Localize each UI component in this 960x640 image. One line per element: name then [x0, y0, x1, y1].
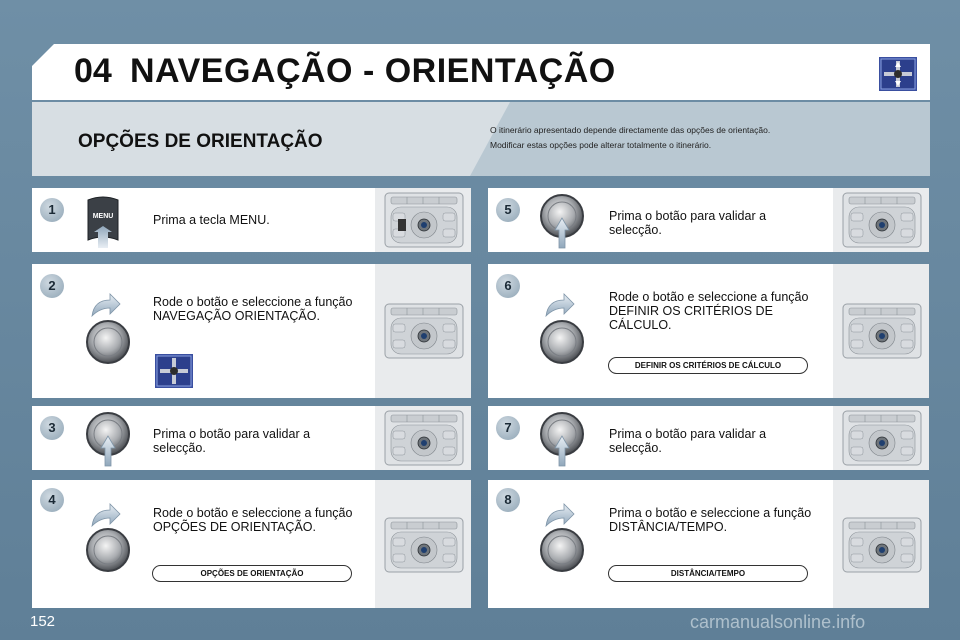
- step-number-badge: 6: [496, 274, 520, 298]
- control-panel-thumbnail: [833, 264, 929, 398]
- menu-option-pill: OPÇÕES DE ORIENTAÇÃO: [152, 565, 352, 582]
- instruction-line: NAVEGAÇÃO ORIENTAÇÃO.: [153, 309, 320, 323]
- menu-option-pill: DISTÂNCIA/TEMPO: [608, 565, 808, 582]
- control-panel-thumbnail: [375, 188, 471, 252]
- control-panel-thumbnail: [833, 188, 929, 252]
- step-instruction: [609, 209, 824, 237]
- rotate-dial-icon: [80, 500, 140, 580]
- step-instruction: [153, 295, 368, 323]
- step-number-badge: 5: [496, 198, 520, 222]
- instruction-line: Prima a tecla MENU.: [153, 213, 270, 227]
- step-instruction: [153, 506, 368, 534]
- instruction-line: Prima o botão para validar a: [609, 209, 767, 223]
- step-instruction: [609, 506, 824, 534]
- instruction-line: Rode o botão e seleccione a função: [153, 506, 353, 520]
- step-number-badge: 2: [40, 274, 64, 298]
- control-panel-thumbnail: [833, 406, 929, 470]
- step-number-badge: 4: [40, 488, 64, 512]
- step-instruction: [153, 213, 363, 227]
- instruction-line: selecção.: [609, 441, 662, 455]
- instruction-line: selecção.: [153, 441, 206, 455]
- step-number-badge: 1: [40, 198, 64, 222]
- menu-key-label: MENU: [92, 213, 114, 220]
- menu-key-icon: [86, 196, 120, 248]
- step-number-badge: 7: [496, 416, 520, 440]
- section-note: [490, 123, 920, 153]
- note-line: Modificar estas opções pode alterar totalmente o itinerário.: [490, 140, 712, 150]
- step-instruction: [609, 427, 824, 455]
- rotate-dial-icon: [534, 290, 594, 370]
- watermark: carmanualsonline.info: [690, 612, 866, 632]
- instruction-line: Rode o botão e seleccione a função: [153, 295, 353, 309]
- instruction-line: CÁLCULO.: [609, 318, 672, 332]
- control-panel-thumbnail: [833, 480, 929, 608]
- navigation-crosshair-icon: [155, 354, 193, 388]
- control-panel-thumbnail: [375, 264, 471, 398]
- press-dial-icon: [534, 190, 594, 252]
- instruction-line: DISTÂNCIA/TEMPO.: [609, 520, 728, 534]
- step-instruction: [609, 290, 824, 332]
- instruction-line: selecção.: [609, 223, 662, 237]
- control-panel-thumbnail: [375, 480, 471, 608]
- instruction-line: OPÇÕES DE ORIENTAÇÃO.: [153, 520, 316, 534]
- chapter-number: 04: [74, 52, 112, 90]
- step-number-badge: 8: [496, 488, 520, 512]
- page-number: 152: [30, 613, 56, 630]
- rotate-dial-icon: [80, 290, 140, 370]
- step-number-badge: 3: [40, 416, 64, 440]
- instruction-line: Prima o botão e seleccione a função: [609, 506, 812, 520]
- instruction-line: Rode o botão e seleccione a função: [609, 290, 809, 304]
- control-panel-thumbnail: [375, 406, 471, 470]
- instruction-line: Prima o botão para validar a: [153, 427, 311, 441]
- note-line: O itinerário apresentado depende directamente das opções de orientação.: [490, 125, 771, 135]
- step-instruction: [153, 427, 368, 455]
- press-dial-icon: [80, 408, 140, 470]
- menu-option-pill: DEFINIR OS CRITÉRIOS DE CÁLCULO: [608, 357, 808, 374]
- section-title: OPÇÕES DE ORIENTAÇÃO: [78, 131, 323, 152]
- press-dial-icon: [534, 408, 594, 470]
- instruction-line: Prima o botão para validar a: [609, 427, 767, 441]
- navigation-crosshair-icon: [879, 57, 917, 91]
- rotate-dial-icon: [534, 500, 594, 580]
- instruction-line: DEFINIR OS CRITÉRIOS DE: [609, 304, 773, 318]
- page-title: NAVEGAÇÃO - ORIENTAÇÃO: [130, 52, 616, 90]
